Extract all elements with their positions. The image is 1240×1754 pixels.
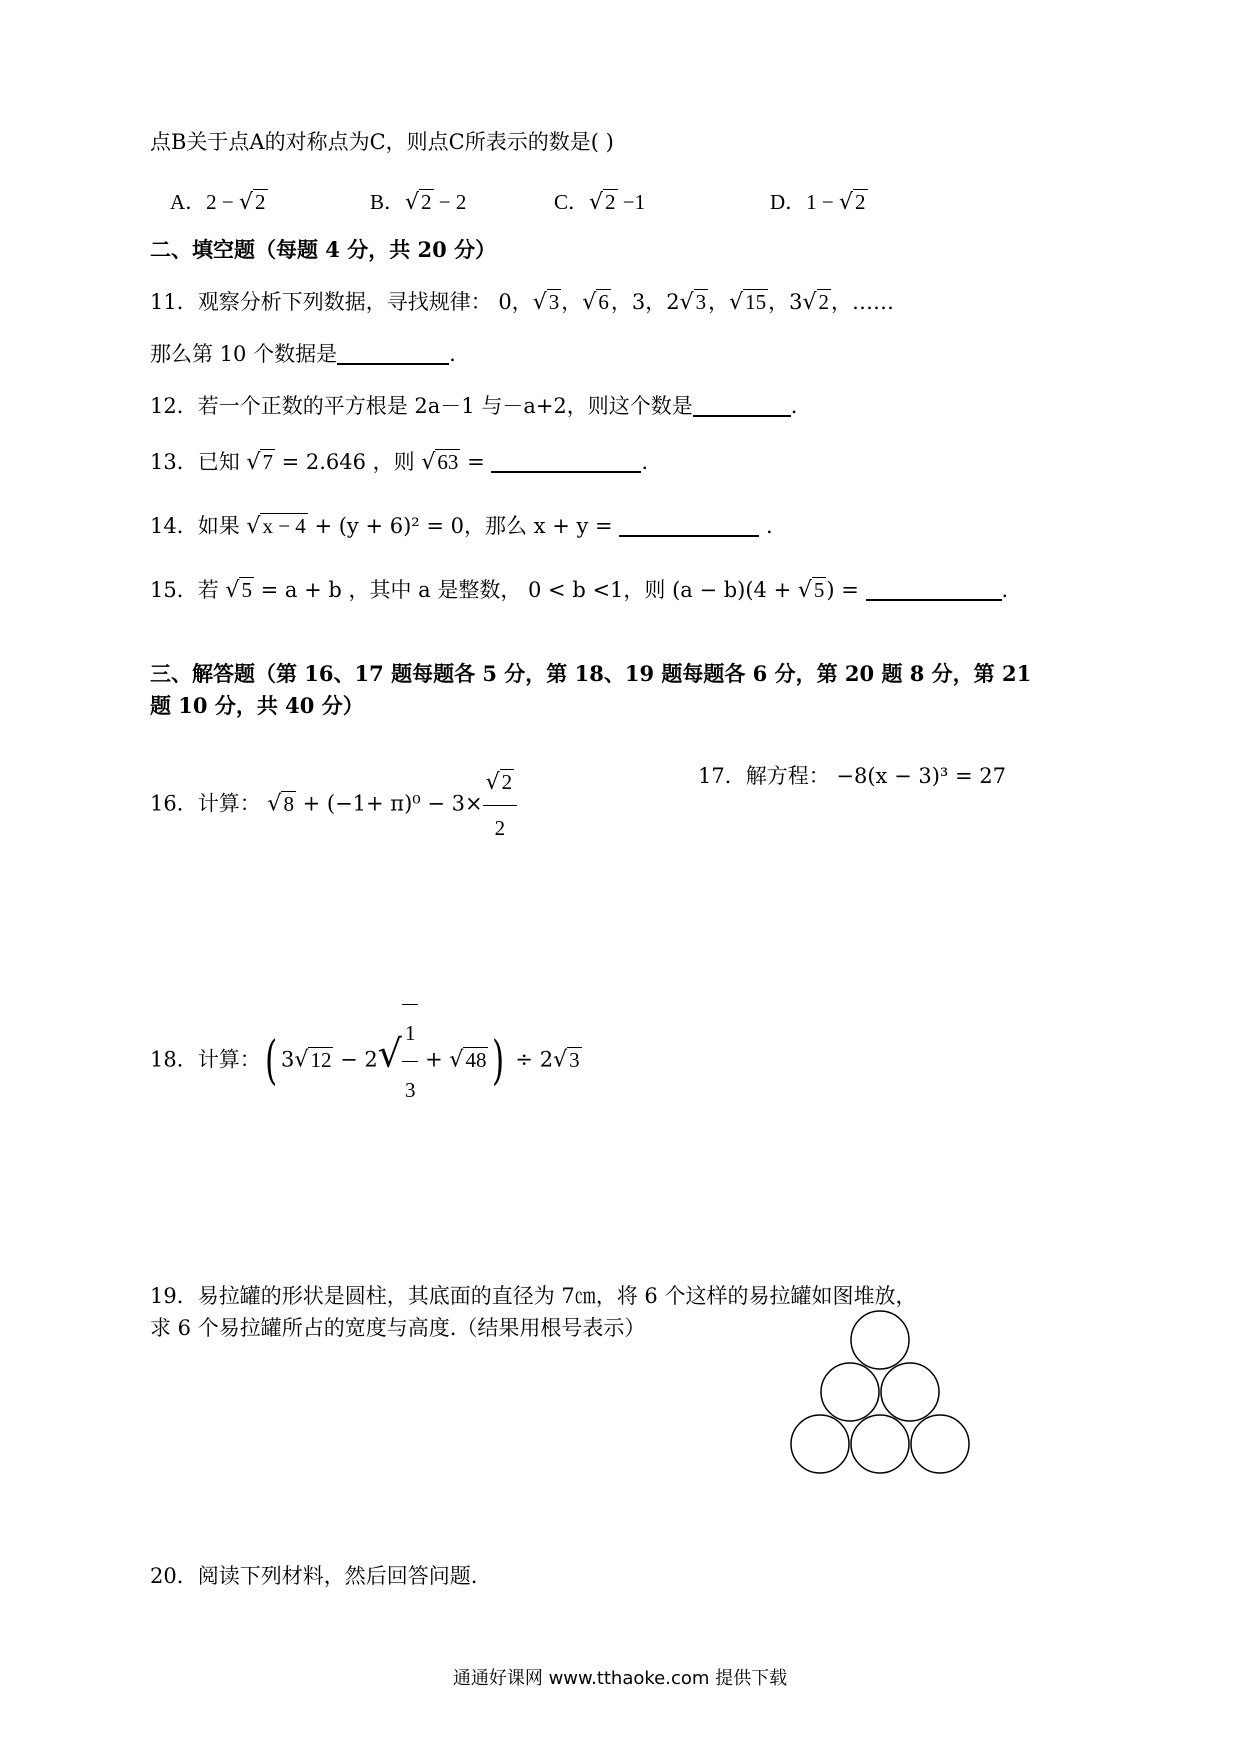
q13-answer-blank[interactable] bbox=[491, 449, 641, 473]
q10-option-b: B．√2 − 2 bbox=[370, 190, 467, 215]
q14: 14．如果 √x − 4 + (y + 6)² = 0，那么 x + y = . bbox=[150, 514, 773, 539]
q15: 15．若 √5 = a + b ，其中 a 是整数， 0 < b <1，则 (a − b)(4 + √5) = . bbox=[150, 578, 1009, 603]
section2-heading: 二、填空题（每题 4 分，共 20 分） bbox=[150, 237, 497, 262]
q16-fraction: $\frac{√2}{2}$ bbox=[483, 760, 518, 850]
page-footer: 通通好课网 www.tthaoke.com 提供下载 bbox=[452, 1668, 788, 1689]
q13: 13．已知 √7 = 2.646 ，则 √63 = . bbox=[150, 450, 649, 475]
can-circle bbox=[821, 1363, 879, 1421]
q12-answer-blank[interactable] bbox=[693, 393, 791, 417]
q11-answer-blank[interactable] bbox=[337, 341, 449, 365]
section3-heading-line2: 题 10 分，共 40 分） bbox=[150, 693, 364, 718]
cans-stack-figure bbox=[780, 1310, 980, 1496]
q11-line2: 那么第 10 个数据是 . bbox=[150, 342, 456, 366]
can-circle bbox=[851, 1311, 909, 1369]
q18-fraction: $\frac{1}{3}$ bbox=[402, 1004, 419, 1118]
q11-line1: 11．观察分析下列数据，寻找规律： 0，√3，√6，3，2√3，√15，3√2，…… bbox=[150, 290, 895, 315]
q10-option-c: C．√2 −1 bbox=[554, 190, 646, 215]
q10-option-d: D．1 − √2 bbox=[770, 190, 866, 215]
q14-answer-blank[interactable] bbox=[619, 513, 759, 537]
can-circle bbox=[791, 1415, 849, 1473]
section3-heading-line1: 三、解答题（第 16、17 题每题各 5 分，第 18、19 题每题各 6 分，第 20 题 8 分，第 21 bbox=[150, 661, 1032, 686]
can-circle bbox=[881, 1363, 939, 1421]
q17: 17．解方程： −8(x − 3)³ = 27 bbox=[698, 764, 1006, 788]
q12: 12．若一个正数的平方根是 2a－1 与－a+2，则这个数是 . bbox=[150, 394, 798, 418]
q20: 20．阅读下列材料，然后回答问题. bbox=[150, 1564, 478, 1588]
can-circle bbox=[851, 1415, 909, 1473]
q15-answer-blank[interactable] bbox=[866, 577, 1002, 601]
q10-stem: 点B关于点A的对称点为C，则点C所表示的数是( ) bbox=[150, 130, 614, 154]
q19-line1: 19．易拉罐的形状是圆柱，其底面的直径为 7㎝，将 6 个这样的易拉罐如图堆放， bbox=[150, 1284, 917, 1308]
q19-line2: 求 6 个易拉罐所占的宽度与高度.（结果用根号表示） bbox=[150, 1316, 646, 1340]
q16: 16．计算： √8 + (−1+ π)⁰ − 3× $\frac{√2}{2}$ bbox=[150, 760, 517, 850]
q18: 18．计算：( 3√12 − 2√ $\frac{1}{3}$ + √48 ) ÷ 2√3 bbox=[150, 1004, 582, 1118]
can-circle bbox=[911, 1415, 969, 1473]
q10-option-a: A．2 − √2 bbox=[170, 190, 266, 215]
